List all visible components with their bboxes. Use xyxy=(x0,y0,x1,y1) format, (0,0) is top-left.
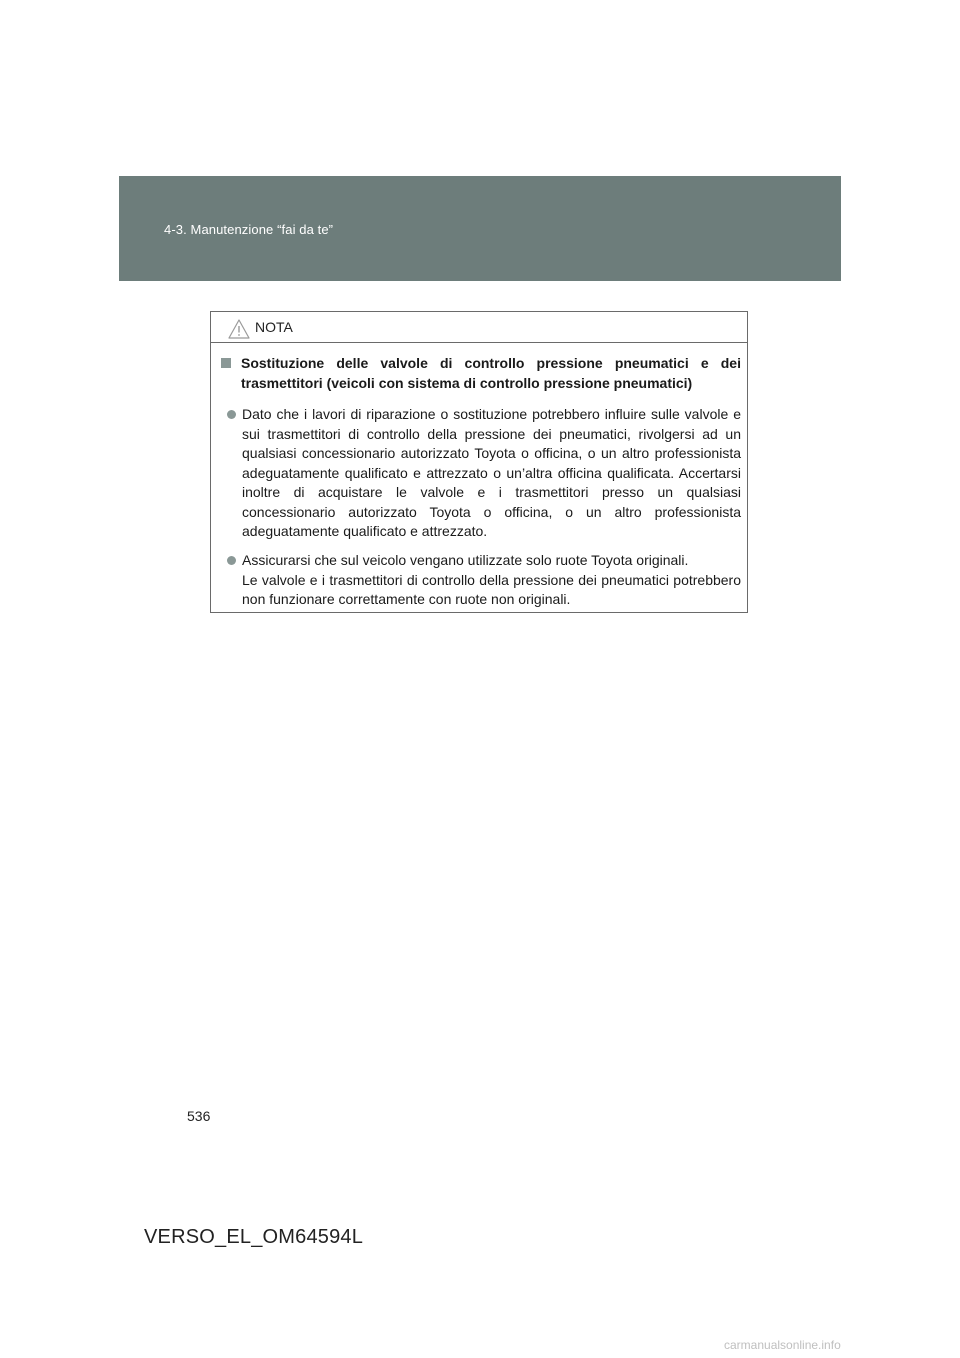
notice-topic-text: Sostituzione delle valvole di controllo pressione pneumatici e dei trasmettitori (veicoli con sistema di controllo pressione pneumatici) xyxy=(241,355,741,391)
square-bullet-icon xyxy=(221,358,231,368)
page-number: 536 xyxy=(187,1108,211,1124)
list-item-text xyxy=(242,551,741,610)
notice-topic xyxy=(221,353,741,393)
notice-label: NOTA xyxy=(255,319,293,335)
list-item xyxy=(227,551,741,610)
notice-header xyxy=(211,312,747,343)
section-header-band xyxy=(119,176,841,281)
notice-box xyxy=(210,311,748,613)
section-title: 4-3. Manutenzione “fai da te” xyxy=(164,222,334,237)
list-item-text: Dato che i lavori di riparazione o sostituzione potrebbero influire sulle valvole e sui trasmettitori di controllo della pressione dei pneumatici, rivolgersi ad un qualsiasi concessionario autorizzato Toyota o officina, o un altro professionista adeguatamente qualificato e attrezzato o un’altra officina qualificata. Accertarsi inoltre di acquistare le valvole e i trasmettitori presso un qualsiasi concessionario autorizzato Toyota o officina, o un altro professionista adeguatamente qualificato e attrezzato. xyxy=(242,406,741,539)
list-item-line: Le valvole e i trasmettitori di controllo della pressione dei pneumatici potrebbero non funzionare correttamente con ruote non originali. xyxy=(242,571,741,607)
circle-bullet-icon xyxy=(227,556,236,565)
document-code: VERSO_EL_OM64594L xyxy=(144,1226,364,1248)
list-item xyxy=(227,405,741,542)
warning-triangle-icon xyxy=(228,319,250,339)
circle-bullet-icon xyxy=(227,410,236,419)
list-item-line: Assicurarsi che sul veicolo vengano utilizzate solo ruote Toyota originali. xyxy=(242,552,689,568)
watermark: carmanualsonline.info xyxy=(724,1338,841,1352)
